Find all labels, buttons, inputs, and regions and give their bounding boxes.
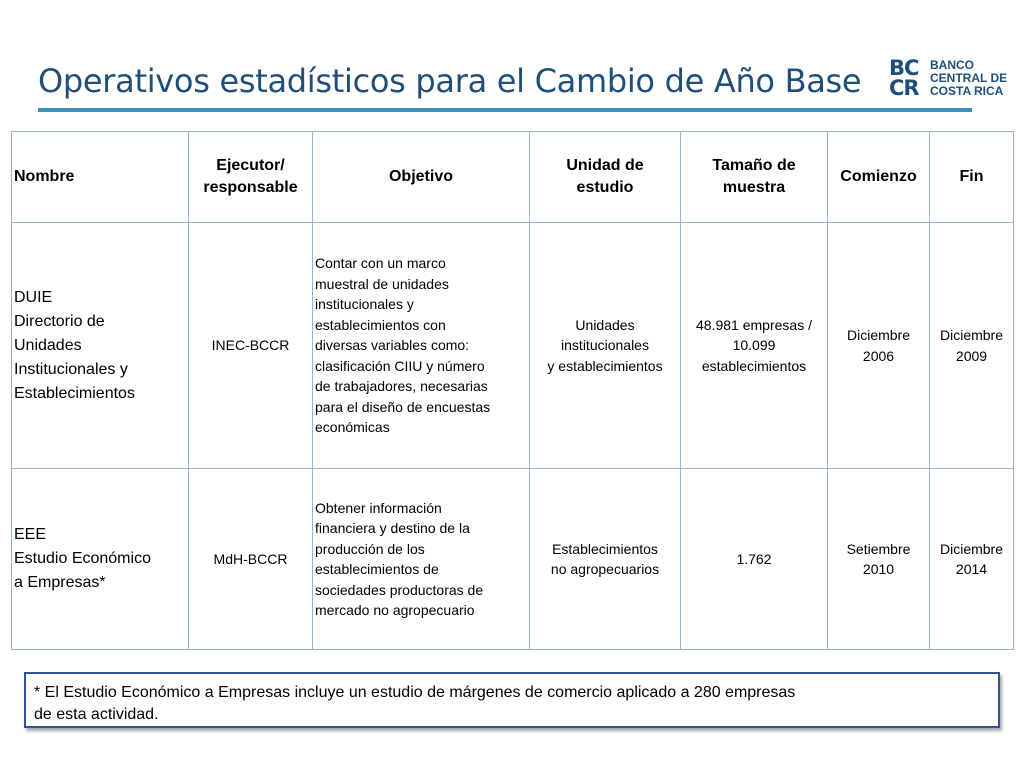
cell-line: 2014	[955, 561, 988, 577]
logo-line-1: BANCO	[930, 58, 974, 72]
cell-line: 2006	[862, 347, 895, 364]
cell-line: 1.762	[736, 550, 772, 567]
cell-nombre	[12, 223, 189, 469]
cell-unidad	[530, 223, 681, 469]
cell-comienzo	[828, 469, 930, 650]
cell-tamano	[681, 223, 828, 469]
footnote-box	[24, 672, 1000, 728]
table-row	[12, 469, 1014, 650]
cell-line: institucionales	[561, 337, 649, 354]
cell-line: Diciembre	[939, 540, 1003, 557]
header-objetivo: Objetivo	[313, 132, 530, 223]
cell-line: financiera y destino de la	[315, 520, 470, 536]
bccr-logo	[889, 58, 1019, 104]
header-tamano-line: muestra	[722, 179, 786, 196]
cell-line: 2009	[955, 347, 988, 364]
cell-line: Institucionales y	[14, 360, 128, 378]
cell-line: EEE	[14, 526, 47, 543]
slide-title: Operativos estadísticos para el Cambio de Año Base	[38, 62, 862, 100]
cell-objetivo	[313, 469, 530, 650]
cell-line: económicas	[315, 419, 390, 436]
cell-line: muestral de unidades	[315, 275, 449, 292]
header-unidad-line: estudio	[576, 179, 634, 196]
cell-line: clasificación CIIU y número	[315, 357, 485, 374]
cell-comienzo	[828, 223, 930, 469]
header-ejecutor-line: Ejecutor/	[216, 157, 285, 174]
header-ejecutor	[189, 132, 313, 223]
cell-line: Unidades	[575, 316, 635, 333]
cell-line: Establecimientos	[552, 540, 658, 557]
cell-line: Obtener información	[315, 499, 442, 516]
cell-nombre	[12, 469, 189, 650]
logo-mark-top: BC	[889, 56, 919, 80]
title-underline	[38, 108, 972, 112]
cell-line: Contar con un marco	[315, 255, 446, 272]
cell-objetivo	[313, 223, 530, 469]
table-row	[12, 223, 1014, 469]
cell-line: establecimientos con	[315, 316, 446, 333]
cell-line: de trabajadores, necesarias	[315, 378, 488, 395]
cell-line: DUIE	[14, 288, 53, 306]
header-tamano	[681, 132, 828, 223]
header-unidad-line: Unidad de	[566, 157, 644, 174]
cell-line: Setiembre	[846, 540, 911, 557]
cell-line: no agropecuarios	[550, 561, 660, 577]
cell-line: y establecimientos	[547, 357, 663, 374]
cell-line: 10.099	[732, 337, 776, 354]
logo-mark	[889, 58, 929, 104]
cell-line: a Empresas*	[14, 574, 106, 591]
cell-line: Diciembre	[939, 327, 1003, 343]
cell-line: diversas variables como:	[315, 337, 470, 354]
header-nombre: Nombre	[12, 132, 189, 223]
cell-line: sociedades productoras de	[315, 581, 484, 598]
cell-line: Directorio de	[14, 312, 105, 330]
cell-line: para el diseño de encuestas	[315, 398, 491, 415]
logo-line-3: COSTA RICA	[930, 84, 1004, 98]
header-ejecutor-line: responsable	[203, 179, 298, 196]
cell-line: Establecimientos	[14, 384, 135, 402]
header-comienzo: Comienzo	[828, 132, 930, 223]
cell-ejecutor: INEC-BCCR	[189, 223, 313, 469]
cell-line: Diciembre	[846, 327, 910, 343]
header-fin: Fin	[930, 132, 1014, 223]
cell-unidad	[530, 469, 681, 650]
table-header-row	[12, 132, 1014, 223]
cell-line: Estudio Económico	[14, 550, 151, 567]
cell-line: establecimientos de	[315, 561, 439, 577]
logo-line-2: CENTRAL DE	[930, 71, 1008, 85]
cell-line: Unidades	[14, 336, 82, 354]
header-tamano-line: Tamaño de	[712, 157, 796, 174]
logo-mark-bottom: CR	[889, 76, 919, 100]
cell-line: 48.981 empresas /	[696, 316, 812, 333]
cell-ejecutor: MdH-BCCR	[189, 469, 313, 650]
cell-line: 2010	[862, 561, 895, 577]
cell-fin	[930, 469, 1014, 650]
logo-text	[930, 59, 1007, 98]
cell-line: producción de los	[315, 540, 425, 557]
header-unidad	[530, 132, 681, 223]
cell-line: institucionales y	[315, 296, 414, 313]
cell-line: mercado no agropecuario	[315, 602, 475, 618]
footnote-line: de esta actividad.	[34, 706, 159, 723]
cell-line: establecimientos	[701, 357, 807, 374]
cell-fin	[930, 223, 1014, 469]
footnote-line: * El Estudio Económico a Empresas incluye un estudio de márgenes de comercio aplicado a 280 empresas	[34, 684, 796, 701]
cell-tamano	[681, 469, 828, 650]
operativos-table	[11, 131, 1014, 650]
